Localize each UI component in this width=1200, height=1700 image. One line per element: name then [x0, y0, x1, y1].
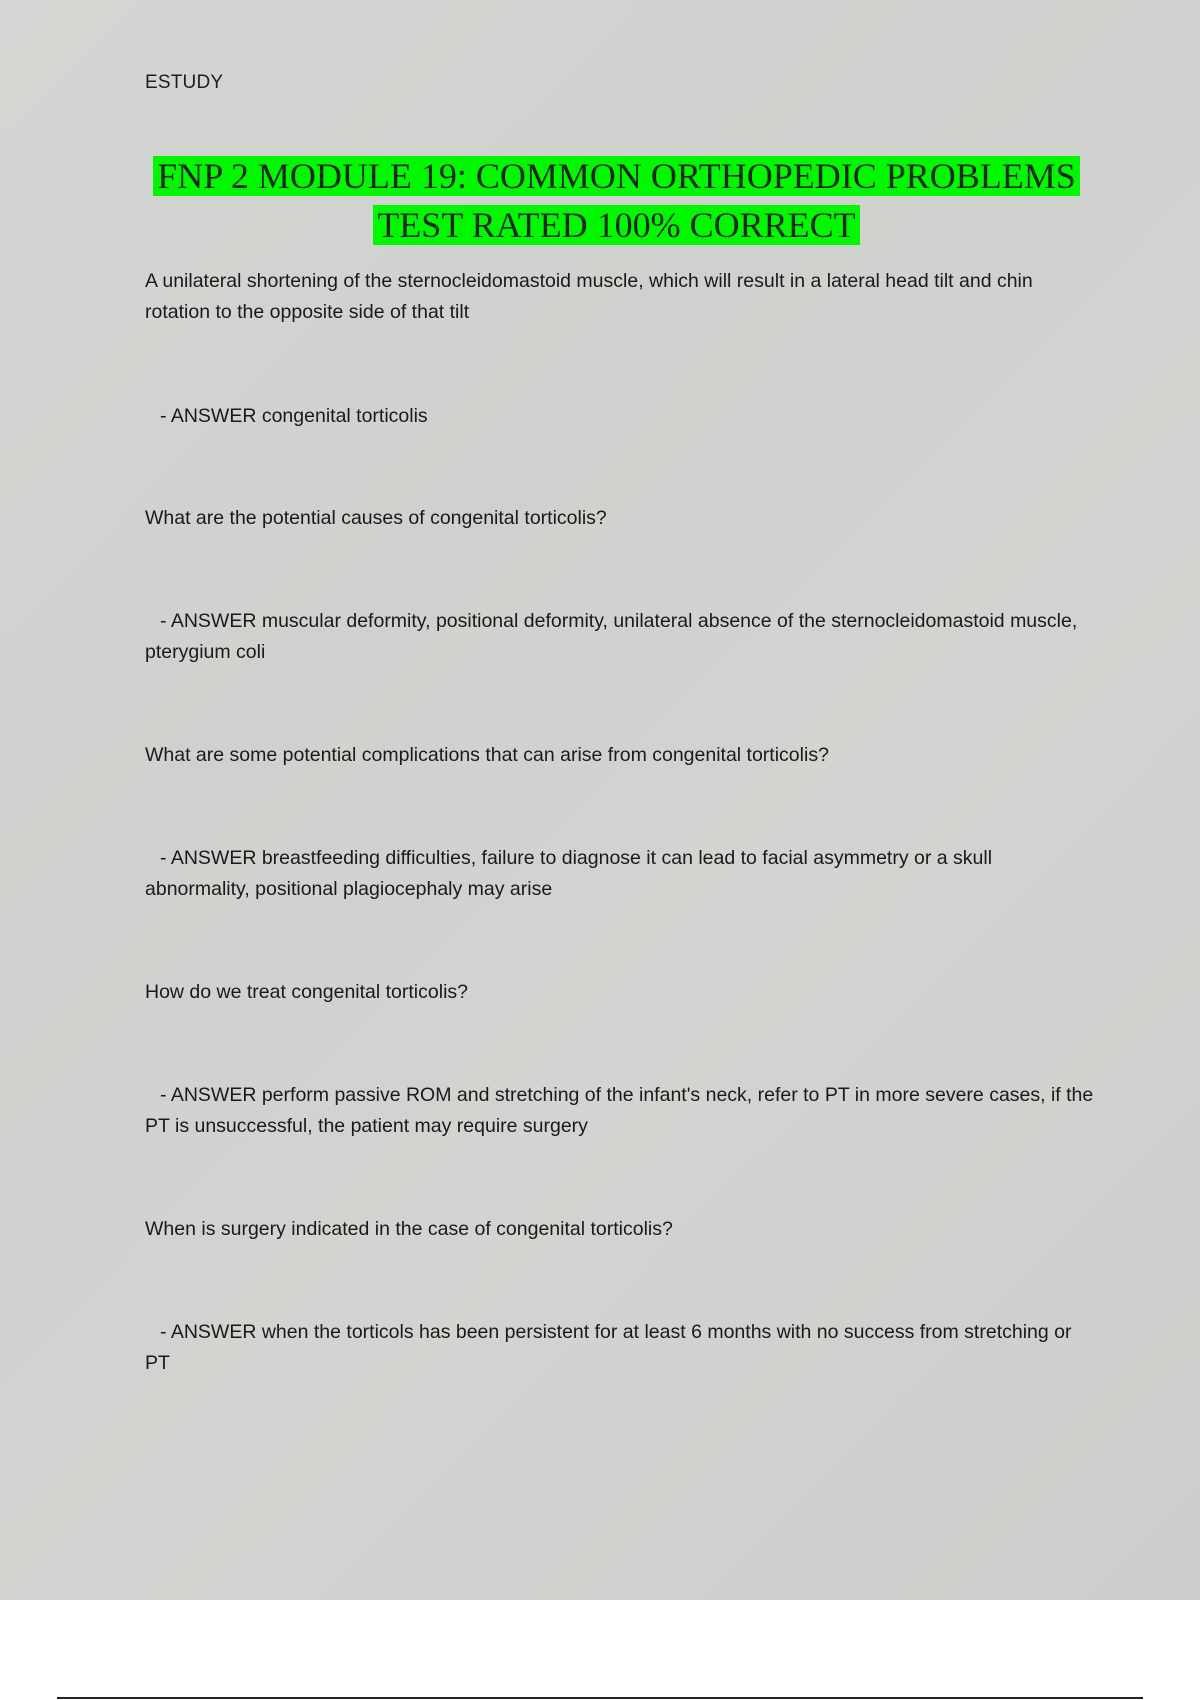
answer-1: - ANSWER congenital torticolis — [160, 405, 428, 427]
answer-4: - ANSWER perform passive ROM and stretching of the infant's neck, refer to PT in more severe cases, if the PT is unsuccessful, the patient may require surgery — [145, 1084, 1094, 1137]
question-4: How do we treat congenital torticolis? — [145, 981, 468, 1003]
question-1: A unilateral shortening of the sternocleidomastoid muscle, which will result in a lateral head tilt and chin rotation to the opposite side of that tilt — [145, 270, 1033, 323]
title-line-2: TEST RATED 100% CORRECT — [373, 205, 859, 245]
document-title — [100, 152, 1133, 250]
title-line-1: FNP 2 MODULE 19: COMMON ORTHOPEDIC PROBLEMS — [153, 156, 1080, 196]
header-label: ESTUDY — [145, 72, 224, 93]
answer-5: - ANSWER when the torticols has been persistent for at least 6 months with no success from stretching or PT — [145, 1321, 1072, 1374]
answer-3: - ANSWER breastfeeding difficulties, failure to diagnose it can lead to facial asymmetry or a skull abnormality, positional plagiocephaly may arise — [145, 847, 993, 900]
answer-2: - ANSWER muscular deformity, positional deformity, unilateral absence of the sternocleidomastoid muscle, pterygium coli — [145, 610, 1078, 663]
question-3: What are some potential complications that can arise from congenital torticolis? — [145, 744, 829, 766]
footer-rule — [57, 1697, 1143, 1699]
question-5: When is surgery indicated in the case of congenital torticolis? — [145, 1218, 673, 1240]
question-2: What are the potential causes of congenital torticolis? — [145, 507, 607, 529]
